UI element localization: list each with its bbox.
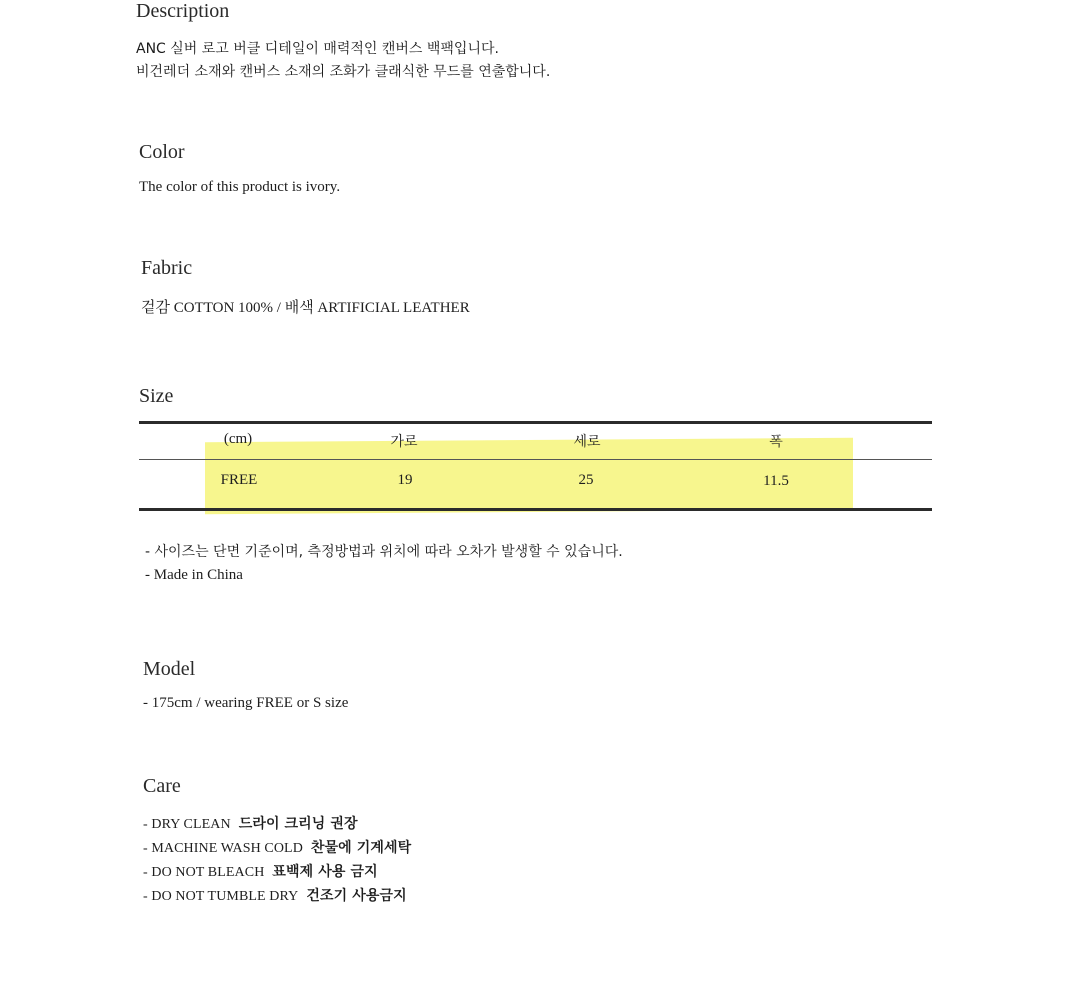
- color-text: The color of this product is ivory.: [139, 179, 341, 195]
- model-heading: Model: [143, 658, 196, 680]
- care-item-en: - DO NOT BLEACH: [143, 865, 265, 880]
- care-item-kr: 건조기 사용금지: [306, 888, 407, 904]
- care-item-en: - DO NOT TUMBLE DRY: [143, 889, 299, 904]
- care-item-kr: 드라이 크리닝 권장: [238, 816, 358, 832]
- list-item: [143, 861, 378, 881]
- size-cell-size: FREE: [220, 472, 258, 488]
- fabric-heading: Fabric: [141, 257, 193, 279]
- care-item-kr: 찬물에 기계세탁: [310, 840, 412, 856]
- size-heading: Size: [139, 385, 174, 407]
- list-item: [143, 837, 411, 857]
- size-table-header-rule: [139, 459, 932, 460]
- size-header-width: 가로: [390, 434, 418, 450]
- size-table-bottom-rule: [139, 508, 932, 511]
- size-table-top-rule: [139, 421, 932, 424]
- size-note-1: - 사이즈는 단면 기준이며, 측정방법과 위치에 따라 오차가 발생할 수 있습니다.: [145, 544, 623, 560]
- size-header-unit: (cm): [223, 431, 253, 447]
- size-cell-height: 25: [578, 472, 594, 488]
- size-header-depth: 폭: [769, 434, 783, 450]
- description-line-2: 비건레더 소재와 캔버스 소재의 조화가 클래식한 무드를 연출합니다.: [136, 64, 551, 80]
- description-heading: Description: [136, 0, 230, 22]
- size-header-height: 세로: [573, 434, 601, 450]
- care-heading: Care: [143, 775, 181, 797]
- list-item: [143, 813, 358, 833]
- care-item-kr: 표백제 사용 금지: [272, 864, 378, 880]
- size-cell-depth: 11.5: [763, 473, 789, 489]
- description-line-1: ANC 실버 로고 버클 디테일이 매력적인 캔버스 백팩입니다.: [136, 41, 499, 57]
- size-note-2: - Made in China: [145, 567, 243, 583]
- list-item: [143, 885, 407, 905]
- model-text: - 175cm / wearing FREE or S size: [143, 695, 349, 711]
- fabric-text: 겉감 COTTON 100% / 배색 ARTIFICIAL LEATHER: [141, 300, 470, 316]
- care-item-en: - MACHINE WASH COLD: [143, 841, 303, 856]
- color-heading: Color: [139, 141, 185, 163]
- size-cell-width: 19: [397, 472, 413, 488]
- care-item-en: - DRY CLEAN: [143, 817, 231, 832]
